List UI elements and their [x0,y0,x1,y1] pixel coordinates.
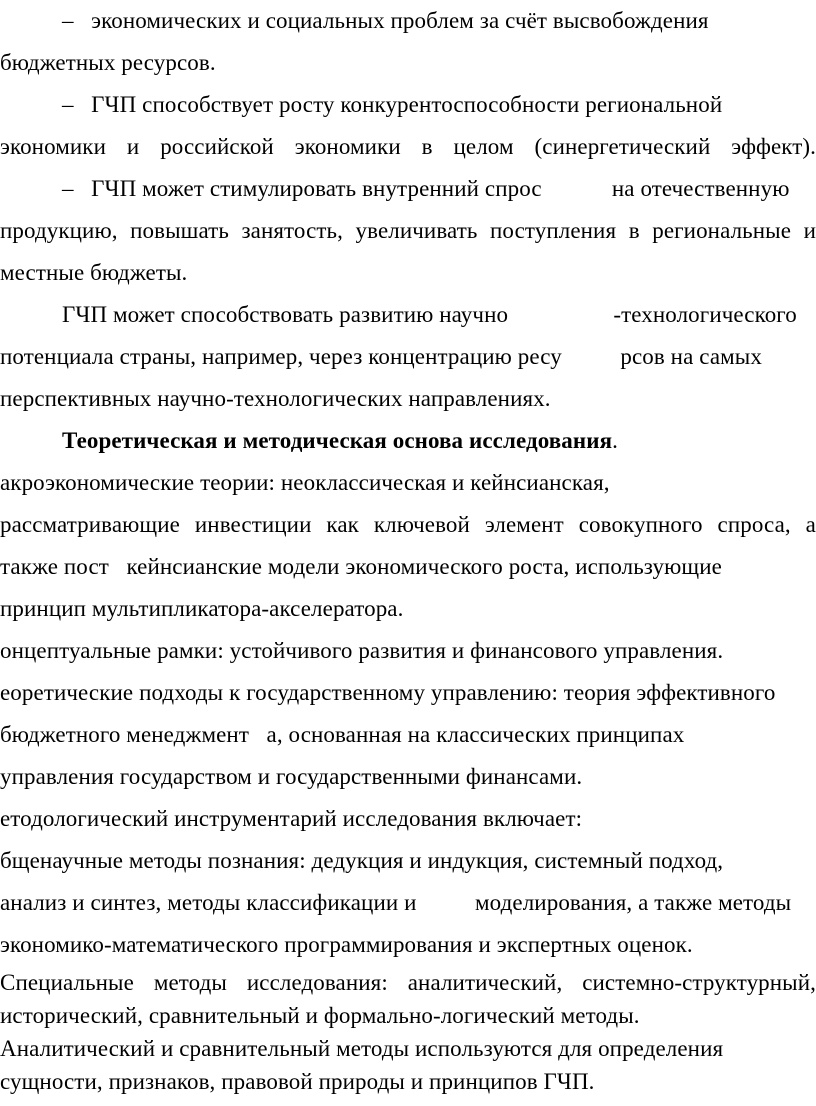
text-line: – экономических и социальных проблем за счёт высвобождения [62,8,709,33]
text-line: – ГЧП может стимулировать внутренний спрос на отечественную [62,176,790,201]
text-line: потенциала страны, например, через концентрацию ресу рсов на самых [0,344,762,369]
section-heading: Теоретическая и методическая основа исследования [62,428,613,453]
text-line: анализ и синтез, методы классификации и моделирования, а также методы [0,890,792,915]
text-line: перспективных научно-технологических направлениях. [0,386,551,411]
text-line: рассматривающие инвестиции как ключевой элемент совокупного спроса, а [0,512,816,537]
text-line: также пост кейнсианские модели экономического роста, использующие [0,554,722,579]
text-line: – ГЧП способствует росту конкурентоспособности региональной [62,92,723,117]
text-line: ГЧП может способствовать развитию научно -технологического [62,302,797,327]
section-heading-line [0,420,816,462]
section-heading-tail: . [612,428,618,453]
text-line: етодологический инструментарий исследования включает: [0,806,583,831]
text-line: экономико-математического программирования и экспертных оценок. [0,932,693,957]
text-line: бюджетного менеджмент а, основанная на классических принципах [0,722,685,747]
text-line: онцептуальные рамки: устойчивого развития и финансового управления. [0,638,724,663]
text-line: продукцию, повышать занятость, увеличивать поступления в региональные и [0,218,816,243]
text-line: принцип мультипликатора-акселератора. [0,596,404,621]
text-line: местные бюджеты. [0,260,188,285]
text-line: Специальные методы исследования: аналитический, системно-структурный, [0,970,816,995]
text-line: бщенаучные методы познания: дедукция и индукция, системный подход, [0,848,724,873]
text-line: еоретические подходы к государственному управлению: теория эффективного [0,680,776,705]
text-line: сущности, признаков, правовой природы и принципов ГЧП. [0,1069,595,1094]
text-line: акроэкономические теории: неоклассическая и кейнсианская, [0,470,610,495]
text-line: исторический, сравнительный и формально-логический методы. [0,1003,640,1028]
text-line: бюджетных ресурсов. [0,50,216,75]
text-line: Аналитический и сравнительный методы используются для определения [0,1036,724,1061]
text-line: экономики и российской экономики в целом (синергетический эффект). [0,134,816,159]
text-line: управления государством и государственными финансами. [0,764,583,789]
